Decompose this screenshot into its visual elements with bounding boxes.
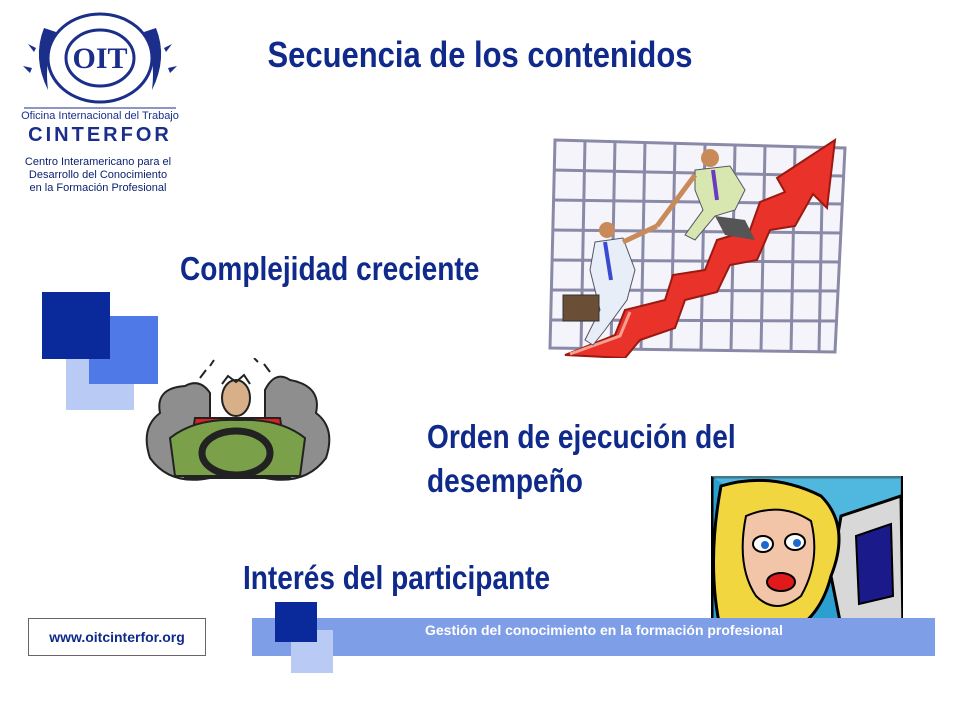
bullet-orden-line2: desempeño	[427, 462, 583, 499]
climbing-arrow-clipart	[545, 130, 850, 358]
bullet-interes: Interés del participante	[243, 559, 551, 596]
logo-caption-line: Desarrollo del Conocimiento	[28, 169, 168, 181]
logo-caption	[8, 156, 188, 195]
footer-text: Gestión del conocimiento en la formación profesional	[425, 622, 783, 638]
logo-cinterfor: CINTERFOR	[28, 124, 172, 146]
surprised-woman-computer-clipart-icon	[711, 476, 903, 632]
bullet-orden-line1: Orden de ejecución del	[427, 418, 736, 455]
logo-caption-line: en la Formación Profesional	[29, 182, 167, 194]
decor-square-dark	[42, 292, 110, 359]
oit-logo-icon	[14, 8, 186, 118]
oit-letters: OIT	[72, 42, 128, 75]
stressed-driver-clipart	[140, 358, 336, 488]
surprised-woman-clipart	[711, 476, 903, 632]
logo-caption-line: Centro Interamericano para el	[24, 156, 172, 168]
website-link[interactable]: www.oitcinterfor.org	[28, 618, 206, 656]
slide-title: Secuencia de los contenidos	[267, 34, 693, 75]
bullet-complejidad: Complejidad creciente	[180, 250, 480, 287]
stressed-driver-clipart-icon	[140, 358, 336, 488]
climbing-arrow-clipart-icon	[545, 130, 850, 358]
logo-org-name: Oficina Internacional del Trabajo	[21, 110, 179, 122]
footer-square-dark	[275, 602, 317, 642]
